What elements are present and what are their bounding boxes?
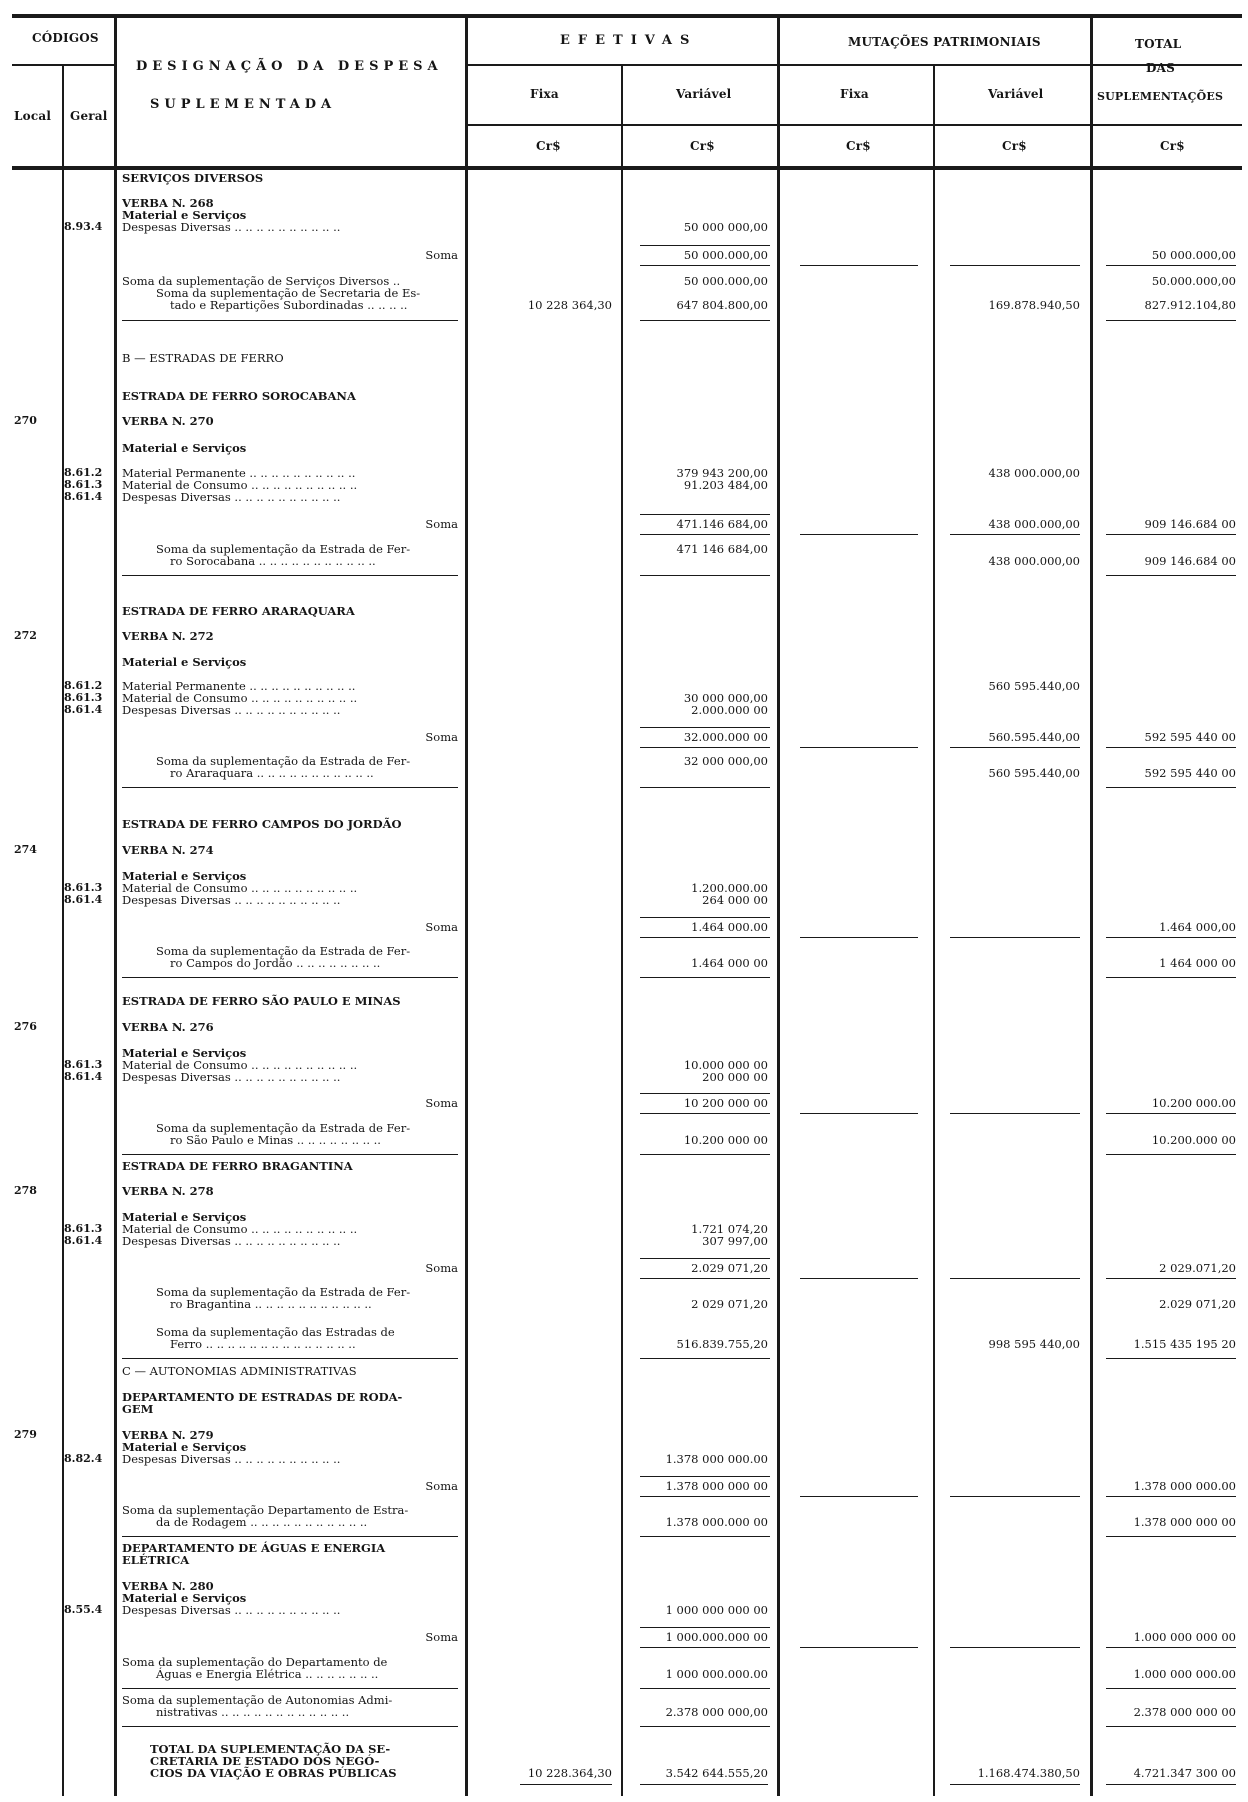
header-crs-variavel: Cr$: [690, 139, 715, 153]
code-local: 274: [14, 843, 37, 856]
row-description: ro Bragantina .. .. .. .. .. .. .. .. .. .. ..: [170, 1297, 372, 1311]
amount-tot: 10.200.000 00: [1151, 1133, 1236, 1147]
code-geral: 8.61.3: [64, 1222, 103, 1235]
row-soma-label: Soma: [425, 920, 458, 934]
row-description: Material e Serviços: [122, 1046, 247, 1060]
amount-ev: 32 000 000,00: [683, 754, 768, 768]
soma-rule-variavel: [640, 1093, 770, 1094]
amount-tot: 10.200 000.00: [1151, 1096, 1236, 1110]
soma-rule-mut-variavel: [950, 265, 1080, 266]
row-description: SERVIÇOS DIVERSOS: [122, 171, 264, 185]
row-description: Despesas Diversas .. .. .. .. .. .. .. .. .. ..: [122, 1603, 341, 1617]
section-rule-total: [1106, 1154, 1236, 1155]
row-description: Material e Serviços: [122, 441, 247, 455]
row-description: Despesas Diversas .. .. .. .. .. .. .. .. .. ..: [122, 1234, 341, 1248]
row-description: Material de Consumo .. .. .. .. .. .. .. .. .. ..: [122, 881, 358, 895]
row-description: Material de Consumo .. .. .. .. .. .. .. .. .. ..: [122, 1058, 358, 1072]
code-geral: 8.61.4: [64, 703, 103, 716]
section-rule-desc: [122, 787, 458, 788]
row-description: ro Sorocabana .. .. .. .. .. .. .. .. .. .. ..: [170, 554, 376, 568]
code-geral: 8.55.4: [64, 1603, 103, 1616]
amount-tot: 2 029.071,20: [1159, 1261, 1236, 1275]
amount-ev: 2.378 000 000,00: [665, 1705, 768, 1719]
row-description: Soma da suplementação das Estradas de: [156, 1325, 395, 1339]
code-geral: 8.61.4: [64, 490, 103, 503]
row-description: VERBA N. 272: [122, 629, 214, 643]
amount-ev: 10 200 000 00: [683, 1096, 768, 1110]
row-description: nistrativas .. .. .. .. .. .. .. .. .. .. .. ..: [156, 1705, 350, 1719]
amount-mv: 438 000.000,00: [988, 554, 1080, 568]
row-description: Despesas Diversas .. .. .. .. .. .. .. .. .. ..: [122, 1070, 341, 1084]
row-description: Material e Serviços: [122, 1210, 247, 1224]
row-soma-label: Soma: [425, 248, 458, 262]
soma-rule-total: [1106, 534, 1236, 535]
section-rule-variavel: [640, 1358, 770, 1359]
row-description: tado e Repartições Subordinadas .. .. .. ..: [170, 298, 408, 312]
soma-rule-total: [1106, 1496, 1236, 1497]
row-description: Material e Serviços: [122, 869, 247, 883]
row-description: VERBA N. 280: [122, 1579, 214, 1593]
soma-rule-mut-variavel: [950, 1113, 1080, 1114]
soma-rule-mut-variavel: [950, 1278, 1080, 1279]
row-description: Material de Consumo .. .. .. .. .. .. .. .. .. ..: [122, 691, 358, 705]
header-fixa: Fixa: [530, 87, 559, 101]
row-description: VERBA N. 276: [122, 1020, 214, 1034]
row-description: Despesas Diversas .. .. .. .. .. .. .. .. .. ..: [122, 490, 341, 504]
header-crs-total: Cr$: [1160, 139, 1185, 153]
code-local: 276: [14, 1020, 37, 1033]
grand-total-total: 4.721.347 300 00: [1133, 1766, 1236, 1780]
amount-ev: 379 943 200,00: [676, 466, 768, 480]
row-description: Ferro .. .. .. .. .. .. .. .. .. .. .. .. .. ..: [170, 1337, 356, 1351]
row-description: Despesas Diversas .. .. .. .. .. .. .. .. .. ..: [122, 220, 341, 234]
amount-ev: 1.464 000.00: [691, 920, 768, 934]
code-local: 278: [14, 1184, 37, 1197]
section-rule-desc: [122, 320, 458, 321]
section-rule-desc: [122, 1726, 458, 1727]
section-rule-variavel: [640, 977, 770, 978]
amount-tot: 1.000 000 000.00: [1133, 1667, 1236, 1681]
soma-rule-variavel-under: [640, 1113, 770, 1114]
row-description: Soma da suplementação Departamento de Estra-: [122, 1503, 409, 1517]
grand-total-rule-mv: [950, 1784, 1080, 1785]
row-description: Soma da suplementação de Secretaria de Es-: [156, 286, 421, 300]
soma-rule-mut-variavel: [950, 1496, 1080, 1497]
soma-rule-variavel: [640, 245, 770, 246]
section-rule-variavel: [640, 1536, 770, 1537]
code-geral: 8.61.4: [64, 1234, 103, 1247]
header-crs-mut-variavel: Cr$: [1002, 139, 1027, 153]
amount-ev: 307 997,00: [702, 1234, 768, 1248]
amount-mv: 438 000.000,00: [988, 466, 1080, 480]
section-rule-total: [1106, 1358, 1236, 1359]
soma-rule-total: [1106, 1278, 1236, 1279]
header-codigos: CÓDIGOS: [32, 31, 99, 45]
amount-tot: 1.378 000 000 00: [1133, 1515, 1236, 1529]
top-rule: [12, 14, 1242, 18]
soma-rule-mut-fixa: [800, 1647, 918, 1648]
code-local: 272: [14, 629, 37, 642]
grand-total-rule-ef: [520, 1784, 612, 1785]
amount-ev: 200 000 00: [702, 1070, 768, 1084]
amount-ev: 471.146 684,00: [676, 517, 768, 531]
code-geral: 8.61.4: [64, 893, 103, 906]
amount-tot: 2.029 071,20: [1159, 1297, 1236, 1311]
header-bottom-rule: [12, 166, 1242, 170]
code-geral: 8.61.3: [64, 1058, 103, 1071]
soma-rule-mut-fixa: [800, 747, 918, 748]
amount-ev: 1.200.000.00: [691, 881, 768, 895]
row-description: Soma da suplementação da Estrada de Fer-: [156, 944, 411, 958]
row-description: Águas e Energia Elétrica .. .. .. .. .. .. ..: [156, 1667, 379, 1681]
row-description: B — ESTRADAS DE FERRO: [122, 351, 284, 365]
grand-total-efetiva-fixa: 10 228.364,30: [527, 1766, 612, 1780]
section-rule-variavel: [640, 787, 770, 788]
row-description: Soma da suplementação da Estrada de Fer-: [156, 1285, 411, 1299]
header-mut-variavel: Variável: [988, 87, 1044, 101]
soma-rule-total: [1106, 1647, 1236, 1648]
amount-ev: 1 000 000 000 00: [665, 1603, 768, 1617]
header-variavel: Variável: [676, 87, 732, 101]
row-description: DEPARTAMENTO DE ESTRADAS DE RODA-: [122, 1390, 403, 1404]
row-description: Soma da suplementação do Departamento de: [122, 1655, 388, 1669]
amount-ev: 50 000.000,00: [683, 248, 768, 262]
row-description: da de Rodagem .. .. .. .. .. .. .. .. .. .. ..: [156, 1515, 368, 1529]
section-rule-total: [1106, 575, 1236, 576]
soma-rule-variavel-under: [640, 265, 770, 266]
soma-rule-variavel: [640, 1258, 770, 1259]
row-description: ro Araraquara .. .. .. .. .. .. .. .. .. .. ..: [170, 766, 374, 780]
header-local: Local: [14, 109, 52, 123]
section-rule-total: [1106, 787, 1236, 788]
header-suplementacoes: SUPLEMENTAÇÕES: [1097, 90, 1224, 103]
code-geral: 8.61.2: [64, 466, 103, 479]
section-rule-total: [1106, 1536, 1236, 1537]
row-description: ESTRADA DE FERRO CAMPOS DO JORDÃO: [122, 817, 402, 831]
amount-tot: 2.378 000 000 00: [1133, 1705, 1236, 1719]
header-das: DAS: [1146, 61, 1175, 75]
amount-ev: 30 000 000,00: [683, 691, 768, 705]
amount-tot: 1.464 000,00: [1159, 920, 1236, 934]
row-description: VERBA N. 268: [122, 196, 214, 210]
row-description: Soma da suplementação da Estrada de Fer-: [156, 542, 411, 556]
amount-tot: 50 000.000,00: [1151, 248, 1236, 262]
col-line-desc: [465, 16, 468, 1796]
amount-ev: 50 000 000,00: [683, 220, 768, 234]
col-line-mfixa: [933, 64, 935, 1796]
row-description: Soma da suplementação da Estrada de Fer-: [156, 754, 411, 768]
section-rule-total: [1106, 1726, 1236, 1727]
row-soma-label: Soma: [425, 730, 458, 744]
soma-rule-variavel: [640, 1627, 770, 1628]
col-line-local: [62, 64, 64, 1796]
grand-total-efetiva-variavel: 3.542 644.555,20: [665, 1766, 768, 1780]
header-crs-mut-fixa: Cr$: [846, 139, 871, 153]
soma-rule-variavel: [640, 514, 770, 515]
soma-rule-mut-fixa: [800, 937, 918, 938]
row-description: Despesas Diversas .. .. .. .. .. .. .. .. .. ..: [122, 703, 341, 717]
row-description: Despesas Diversas .. .. .. .. .. .. .. .. .. ..: [122, 893, 341, 907]
section-rule-total: [1106, 1688, 1236, 1689]
soma-rule-total: [1106, 265, 1236, 266]
row-soma-label: Soma: [425, 1096, 458, 1110]
section-rule-variavel: [640, 575, 770, 576]
section-rule-total: [1106, 320, 1236, 321]
row-soma-label: Soma: [425, 517, 458, 531]
soma-rule-total: [1106, 747, 1236, 748]
col-line-geral: [114, 16, 117, 1796]
amount-mv: 438 000.000,00: [988, 517, 1080, 531]
row-soma-label: Soma: [425, 1261, 458, 1275]
amount-mv: 998 595 440,00: [988, 1337, 1080, 1351]
amount-tot: 592 595 440 00: [1144, 766, 1236, 780]
amount-mv: 169.878.940,50: [988, 298, 1080, 312]
section-rule-desc: [122, 1154, 458, 1155]
amount-ev: 264 000 00: [702, 893, 768, 907]
soma-rule-total: [1106, 1113, 1236, 1114]
row-description: Soma da suplementação de Serviços Diversos ..: [122, 274, 401, 288]
code-geral: 8.61.3: [64, 881, 103, 894]
soma-rule-variavel-under: [640, 1647, 770, 1648]
section-rule-variavel: [640, 1688, 770, 1689]
row-description: ro Campos do Jordão .. .. .. .. .. .. .. ..: [170, 956, 381, 970]
code-geral: 8.93.4: [64, 220, 103, 233]
row-description: Material e Serviços: [122, 655, 247, 669]
row-description: ro São Paulo e Minas .. .. .. .. .. .. .. ..: [170, 1133, 381, 1147]
header-mutacoes: MUTAÇÕES PATRIMONIAIS: [848, 35, 1041, 49]
soma-rule-variavel: [640, 917, 770, 918]
row-soma-label: Soma: [425, 1630, 458, 1644]
header-geral: Geral: [70, 109, 108, 123]
amount-tot: 909 146.684 00: [1144, 517, 1236, 531]
row-description: Soma da suplementação da Estrada de Fer-: [156, 1121, 411, 1135]
amount-tot: 909 146.684 00: [1144, 554, 1236, 568]
section-rule-desc: [122, 977, 458, 978]
code-geral: 8.61.3: [64, 478, 103, 491]
row-description: VERBA N. 274: [122, 843, 214, 857]
amount-tot: 50.000.000,00: [1151, 274, 1236, 288]
col-line-var: [777, 16, 780, 1796]
section-rule-variavel: [640, 1726, 770, 1727]
soma-rule-variavel-under: [640, 937, 770, 938]
amount-tot: 827.912.104,80: [1144, 298, 1236, 312]
amount-mv: 560 595.440,00: [988, 766, 1080, 780]
code-local: 279: [14, 1428, 37, 1441]
row-description: ELÉTRICA: [122, 1553, 190, 1567]
amount-ev: 1 000 000.000.00: [665, 1667, 768, 1681]
col-line-fixa: [621, 64, 623, 1796]
row-description: VERBA N. 270: [122, 414, 214, 428]
soma-rule-total: [1106, 937, 1236, 938]
amount-ev: 1.378 000.000 00: [665, 1515, 768, 1529]
row-description: Material e Serviços: [122, 208, 247, 222]
row-description: Material Permanente .. .. .. .. .. .. .. .. .. ..: [122, 679, 356, 693]
grand-total-label-1: TOTAL DA SUPLEMENTAÇÃO DA SE-: [150, 1742, 391, 1756]
section-rule-desc: [122, 575, 458, 576]
header-rule-codes: [12, 64, 116, 66]
amount-ev: 647 804.800,00: [676, 298, 768, 312]
code-geral: 8.61.3: [64, 691, 103, 704]
header-designacao: DESIGNAÇÃO DA DESPESA: [136, 59, 443, 74]
amount-ev: 1 000.000.000 00: [665, 1630, 768, 1644]
amount-ev: 10.000 000 00: [683, 1058, 768, 1072]
amount-tot: 1.515 435 195 20: [1133, 1337, 1236, 1351]
amount-ev: 10.200 000 00: [683, 1133, 768, 1147]
soma-rule-variavel-under: [640, 747, 770, 748]
grand-total-rule-tot: [1106, 1784, 1236, 1785]
amount-ev: 1.378 000 000 00: [665, 1479, 768, 1493]
row-description: ESTRADA DE FERRO ARARAQUARA: [122, 604, 355, 618]
soma-rule-variavel: [640, 727, 770, 728]
row-description: GEM: [122, 1402, 154, 1416]
soma-rule-mut-variavel: [950, 1647, 1080, 1648]
section-rule-desc: [122, 1358, 458, 1359]
code-local: 270: [14, 414, 37, 427]
amount-ev: 1.378 000 000.00: [665, 1452, 768, 1466]
soma-rule-mut-variavel: [950, 747, 1080, 748]
section-rule-total: [1106, 977, 1236, 978]
soma-rule-mut-fixa: [800, 265, 918, 266]
amount-mv: 560 595.440,00: [988, 679, 1080, 693]
row-description: Material Permanente .. .. .. .. .. .. .. .. .. ..: [122, 466, 356, 480]
header-crs-fixa: Cr$: [536, 139, 561, 153]
row-description: Soma da suplementação de Autonomias Admi-: [122, 1693, 393, 1707]
amount-ev: 1.721 074,20: [691, 1222, 768, 1236]
amount-ev: 2 029 071,20: [691, 1297, 768, 1311]
soma-rule-variavel-under: [640, 1496, 770, 1497]
amount-ev: 2.000.000 00: [691, 703, 768, 717]
amount-ev: 91.203 484,00: [683, 478, 768, 492]
col-line-mvar: [1090, 16, 1093, 1796]
row-description: Material e Serviços: [122, 1440, 247, 1454]
soma-rule-variavel-under: [640, 1278, 770, 1279]
row-description: VERBA N. 279: [122, 1428, 214, 1442]
header-mut-fixa: Fixa: [840, 87, 869, 101]
amount-tot: 592 595 440 00: [1144, 730, 1236, 744]
amount-ev: 471 146 684,00: [676, 542, 768, 556]
row-description: C — AUTONOMIAS ADMINISTRATIVAS: [122, 1364, 357, 1378]
header-efetivas: EFETIVAS: [560, 33, 698, 48]
soma-rule-mut-fixa: [800, 1496, 918, 1497]
row-description: VERBA N. 278: [122, 1184, 214, 1198]
header-rule-mid: [466, 64, 1242, 66]
section-rule-desc: [122, 1536, 458, 1537]
row-description: DEPARTAMENTO DE ÁGUAS E ENERGIA: [122, 1541, 386, 1555]
section-rule-variavel: [640, 320, 770, 321]
amount-ev: 50 000.000,00: [683, 274, 768, 288]
row-description: Material de Consumo .. .. .. .. .. .. .. .. .. ..: [122, 478, 358, 492]
code-geral: 8.61.2: [64, 679, 103, 692]
soma-rule-mut-fixa: [800, 534, 918, 535]
amount-ev: 1.464 000 00: [691, 956, 768, 970]
section-rule-desc: [122, 1688, 458, 1689]
soma-rule-mut-fixa: [800, 1113, 918, 1114]
grand-total-mutacao-variavel: 1.168.474.380,50: [977, 1766, 1080, 1780]
soma-rule-mut-variavel: [950, 937, 1080, 938]
amount-ev: 32.000.000 00: [683, 730, 768, 744]
row-description: ESTRADA DE FERRO SÃO PAULO E MINAS: [122, 994, 401, 1008]
soma-rule-variavel-under: [640, 534, 770, 535]
amount-ef: 10 228 364,30: [527, 298, 612, 312]
code-geral: 8.82.4: [64, 1452, 103, 1465]
grand-total-rule-ev: [640, 1784, 768, 1785]
header-suplementada: SUPLEMENTADA: [150, 97, 337, 112]
amount-tot: 1.378 000 000.00: [1133, 1479, 1236, 1493]
amount-ev: 516.839.755,20: [676, 1337, 768, 1351]
soma-rule-mut-variavel: [950, 534, 1080, 535]
amount-mv: 560.595.440,00: [988, 730, 1080, 744]
soma-rule-variavel: [640, 1476, 770, 1477]
grand-total-label-3: CIOS DA VIAÇÃO E OBRAS PÚBLICAS: [150, 1766, 397, 1780]
amount-tot: 1 464 000 00: [1159, 956, 1236, 970]
soma-rule-mut-fixa: [800, 1278, 918, 1279]
row-description: Material e Serviços: [122, 1591, 247, 1605]
amount-tot: 1.000 000 000 00: [1133, 1630, 1236, 1644]
section-rule-variavel: [640, 1154, 770, 1155]
header-total: TOTAL: [1135, 37, 1182, 51]
row-description: Material de Consumo .. .. .. .. .. .. .. .. .. ..: [122, 1222, 358, 1236]
row-description: ESTRADA DE FERRO BRAGANTINA: [122, 1159, 353, 1173]
grand-total-label-2: CRETARIA DE ESTADO DOS NEGÓ-: [150, 1754, 380, 1768]
row-description: ESTRADA DE FERRO SOROCABANA: [122, 389, 356, 403]
row-soma-label: Soma: [425, 1479, 458, 1493]
amount-ev: 2.029 071,20: [691, 1261, 768, 1275]
header-rule-currency: [466, 124, 1242, 126]
code-geral: 8.61.4: [64, 1070, 103, 1083]
row-description: Despesas Diversas .. .. .. .. .. .. .. .. .. ..: [122, 1452, 341, 1466]
